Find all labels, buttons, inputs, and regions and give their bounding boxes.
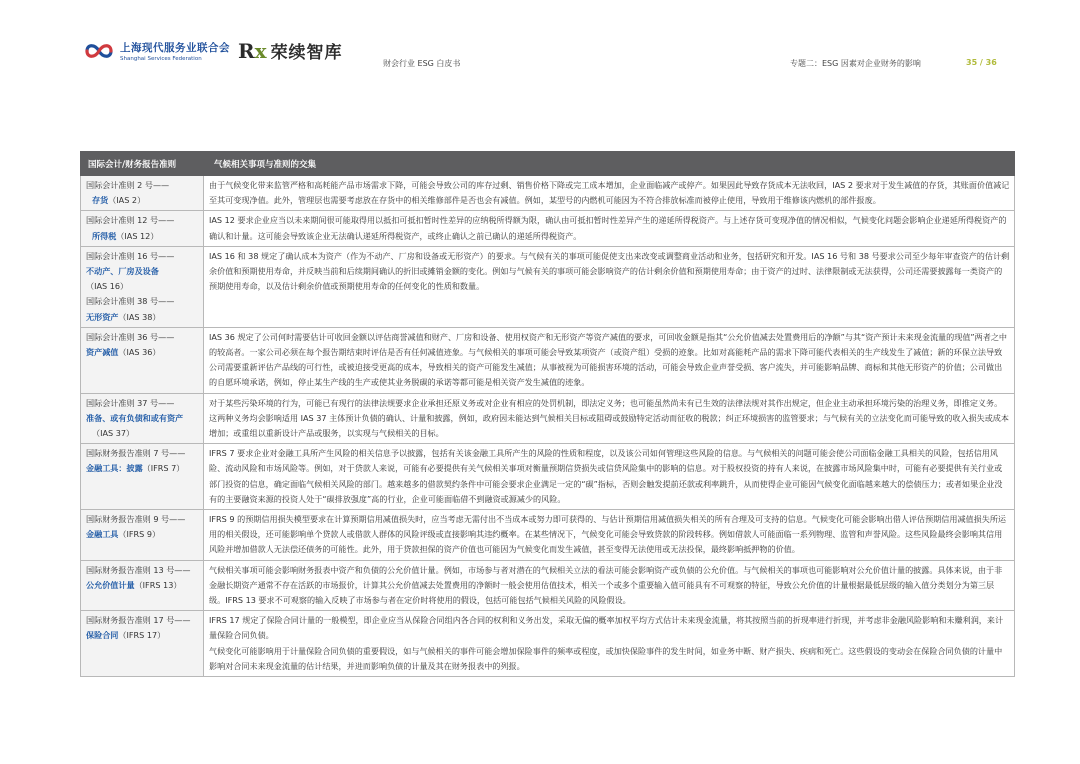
standard-line bbox=[86, 446, 199, 461]
standard-line bbox=[86, 426, 199, 441]
intersection-text: 气候变化可能影响用于计量保险合同负债的重要假设，如与气候相关的事件可能会增加保险事件的频率或程度，或加快保险事件的发生时间，如业务中断、财产损失、疾病和死亡。这些假设的变动会在保险合同负债的计量中影响对合同未来现金流量的估计结果，并进而影响负债的计量及其在财务报表中的列报。 bbox=[209, 645, 1003, 671]
standard-line bbox=[86, 193, 199, 208]
federation-name-en: Shanghai Services Federation bbox=[120, 56, 202, 62]
standard-line bbox=[86, 213, 199, 228]
standard-line bbox=[86, 345, 199, 360]
standard-keyword: 资产减值 bbox=[86, 347, 119, 358]
standard-text: （IFRS 7） bbox=[142, 463, 185, 474]
standard-cell bbox=[81, 560, 204, 611]
standard-line bbox=[86, 396, 199, 411]
standard-line bbox=[86, 613, 199, 628]
standard-keyword: 无形资产 bbox=[86, 311, 119, 322]
standard-text: 国际财务报告准则 7 号—— bbox=[86, 448, 186, 459]
standard-line bbox=[86, 461, 199, 476]
standard-keyword: 金融工具 bbox=[86, 529, 119, 540]
standard-text: 国际会计准则 16 号—— bbox=[86, 250, 175, 261]
standard-cell bbox=[81, 393, 204, 444]
intersection-cell bbox=[204, 393, 1015, 444]
standard-line bbox=[86, 249, 199, 264]
standard-text: 国际会计准则 36 号—— bbox=[86, 331, 175, 342]
table-row bbox=[81, 211, 1015, 246]
standard-keyword: 存货 bbox=[92, 195, 109, 206]
standard-text: 国际财务报告准则 17 号—— bbox=[86, 615, 191, 626]
intersection-text: IAS 36 规定了公司何时需要估计可收回金额以评估商誉减值和财产、厂房和设备、使用权资产和无形资产等资产减值的要求，可回收金额是指其“公允价值减去处置费用后的净额”与其“资产预计未来现金流量的现值”两者之中的较高者。一家公司必须在每个报告期结束时评估是否有任何减值迹象。与气候相关的事项可能会导致某项资产（或资产组）受损的迹象。比如对高能耗产品的需求下降可能代表相关的生产线发生了减值；新的环保立法导致公司需要重新评估产品线的可行性，或被迫接受更高的成本，导致相关的资产可能发生减值；从事被视为可能损害环境的活动，可能会导致企业声誉受损、客户流失，并可能影响品牌、商标和其他无形资产的价值；公司做出的自愿环境承诺，例如，停止某生产线的生产或使其业务脱碳的承诺等都可能是相关资产发生减值的迹象。 bbox=[209, 331, 1008, 388]
table-row bbox=[81, 246, 1015, 327]
standard-keyword: 金融工具：披露 bbox=[86, 463, 143, 474]
table-row bbox=[81, 510, 1015, 561]
standard-line bbox=[86, 294, 199, 309]
table-row bbox=[81, 560, 1015, 611]
standard-keyword: 公允价值计量 bbox=[86, 579, 135, 590]
intersection-cell bbox=[204, 327, 1015, 393]
standard-text: 国际会计准则 37 号—— bbox=[86, 397, 175, 408]
standard-text: 国际会计准则 38 号—— bbox=[86, 296, 175, 307]
standard-keyword: 不动产、厂房及设备 bbox=[86, 266, 159, 277]
table-row bbox=[81, 611, 1015, 677]
standard-text: 国际会计准则 2 号—— bbox=[86, 180, 170, 190]
standard-cell bbox=[81, 211, 204, 246]
standard-text: （IAS 16） bbox=[86, 281, 129, 292]
standard-line bbox=[86, 178, 199, 193]
standard-keyword: 准备、或有负债和或有资产 bbox=[86, 412, 184, 423]
intersection-cell bbox=[204, 444, 1015, 510]
intersection-text: IAS 16 和 38 规定了确认成本为资产（作为不动产、厂房和设备或无形资产）的要求。与气候有关的事项可能促使支出来改变或调整商业活动和业务，包括研究和开发。IAS 16 号和 38 号要求公司至少每年审查资产的估计剩余价值和预期使用寿命，并反映当前和后续期间确认的折旧或摊销金额的变化。例如与气候有关的事项可能会影响资产的估计剩余价值和预期使用寿命；由于资产的过时、法律限制或无法获得，公司还需要披露每一类资产的预期使用寿命，以及估计剩余价值或预期使用寿命的任何变化的性质和数量。 bbox=[209, 250, 1010, 292]
document-title: 财会行业 ESG 白皮书 bbox=[383, 59, 461, 68]
standard-text: （IFRS 17） bbox=[118, 630, 166, 641]
federation-name-cn: 上海现代服务业联合会 bbox=[120, 42, 230, 54]
intersection-cell bbox=[204, 176, 1015, 211]
standard-line bbox=[86, 628, 199, 643]
table-row bbox=[81, 393, 1015, 444]
intersection-text: 对于某些污染环境的行为，可能已有现行的法律法规要求企业承担还原义务或对企业有相应的处罚机制，即法定义务；也可能虽然尚未有已生效的法律法规对其作出规定，但企业主动承担环境污染的治理义务，即推定义务。这两种义务均会影响适用 IAS 37 主体预计负债的确认、计量和披露，例如，政府因未能达到气候相关目标或阻碍或鼓励特定活动而征收的税款；纠正环境损害的监管要求；与气候有关的立法变化而可能导致的收入损失或成本增加；或重组以重新设计产品或服务，以实现与气候相关的目标。 bbox=[209, 397, 1009, 439]
standards-table bbox=[80, 151, 1015, 677]
intersection-cell bbox=[204, 611, 1015, 677]
standard-cell bbox=[81, 176, 204, 211]
table-row bbox=[81, 444, 1015, 510]
standard-cell bbox=[81, 246, 204, 327]
intersection-text: 由于气候变化带来监管严格和高耗能产品市场需求下降，可能会导致公司的库存过剩、销售价格下降或完工成本增加，企业面临减产或停产。如果因此导致存货成本无法收回，IAS 2 要求对于发生减值的存货，其账面价值减记至其可变现净值。此外，管理层也需要考虑放在存货中的相关维修部件是否也会有减值。例如，某型号的内燃机可能因为不符合排放标准而被停止使用，导致用于维修该内燃机的部件报废。 bbox=[209, 180, 1010, 206]
standard-text: 国际财务报告准则 13 号—— bbox=[86, 564, 191, 575]
standard-line bbox=[86, 512, 199, 527]
standard-text: （IAS 12） bbox=[116, 230, 159, 241]
intersection-text: 气候相关事项可能会影响财务报表中资产和负债的公允价值计量。例如，市场参与者对潜在的气候相关立法的看法可能会影响资产或负债的公允价值。与气候相关的事项也可能影响对公允价值计量的披露。具体来说，由于非金融长期资产通常不存在活跃的市场报价，计算其公允价值减去处置费用的净额时一般会使用估值技术，相关一个或多个重要输入值可能具有不可观察的特征，导致公允价值的计量根据最低层级的输入值分类划分为第三层级。IFRS 13 要求不可观察的输入反映了市场参与者在定价时将使用的假设，包括可能包括气候相关风险的风险假设。 bbox=[209, 564, 1003, 606]
table-body bbox=[81, 176, 1015, 677]
standard-line bbox=[86, 229, 199, 244]
intersection-text: IFRS 9 的预期信用损失模型要求在计算预期信用减值损失时，应当考虑无需付出不当成本或努力即可获得的、与估计预期信用减值损失相关的所有合理及可支持的信息。气候变化可能会影响出借人评估预期信用减值损失所运用的相关假设，还可能影响单个贷款人或借款人群体的风险评级或直接影响其违约概率。在某些情况下，气候变化可能会导致贷款的阶段转移。例如借款人可能面临一系列物理、监管和声誉风险。这些风险最终会影响其信用风险并增加借款人无法偿还债务的可能性。此外，用于贷款担保的资产价值也可能因为气候变化而发生减值，甚至变得无法使用或无法投保，最终影响抵押物的价值。 bbox=[209, 514, 1007, 555]
standard-line bbox=[86, 330, 199, 345]
standard-text: （IAS 38） bbox=[118, 311, 161, 322]
page-header bbox=[0, 0, 1080, 110]
intersection-text: IFRS 17 规定了保险合同计量的一般模型，即企业应当从保险合同组内各合同的权利和义务出发，采取无偏的概率加权平均方式估计未来现金流量，将其按照当前的折现率进行折现，并考虑非金融风险影响和未赚利润，来计量保险合同负债。 bbox=[209, 615, 1004, 641]
page-number: 35 / 36 bbox=[966, 58, 997, 67]
standard-line bbox=[86, 563, 199, 578]
brand-name: 荣续智库 bbox=[270, 43, 343, 63]
table-row bbox=[81, 176, 1015, 211]
standard-cell bbox=[81, 444, 204, 510]
intersection-cell bbox=[204, 560, 1015, 611]
standard-text: （IAS 36） bbox=[118, 347, 161, 358]
standard-keyword: 所得税 bbox=[92, 230, 117, 241]
table-row bbox=[81, 327, 1015, 393]
standard-text: （IAS 2） bbox=[108, 195, 146, 206]
standard-line bbox=[86, 411, 199, 426]
standard-cell bbox=[81, 510, 204, 561]
intersection-text: IAS 12 要求企业应当以未来期间很可能取得用以抵扣可抵扣暂时性差异的应纳税所得额为限，确认由可抵扣暂时性差异产生的递延所得税资产。与上述存货可变现净值的情况相似，气候变化问题会影响企业递延所得税资产的确认和计量。这可能会导致该企业无法确认递延所得税资产，或终止确认之前已确认的递延所得税资产。 bbox=[209, 215, 1007, 241]
standard-text: 国际会计准则 12 号—— bbox=[86, 215, 175, 226]
intersection-cell bbox=[204, 246, 1015, 327]
column-header-intersection: 气候相关事项与准则的交集 bbox=[204, 152, 1015, 176]
standard-text: （IFRS 9） bbox=[118, 529, 161, 540]
standard-text: 国际财务报告准则 9 号—— bbox=[86, 514, 186, 525]
standard-text: （IFRS 13） bbox=[134, 579, 182, 590]
standard-cell bbox=[81, 327, 204, 393]
standard-text: （IAS 37） bbox=[92, 428, 135, 439]
standard-line bbox=[86, 527, 199, 542]
standard-line bbox=[86, 264, 199, 294]
brand-logo bbox=[238, 38, 343, 63]
column-header-standard: 国际会计/财务报告准则 bbox=[81, 152, 204, 176]
standard-keyword: 保险合同 bbox=[86, 630, 119, 641]
intersection-text: IFRS 7 要求企业对金融工具所产生风险的相关信息予以披露，包括有关该金融工具所产生的风险的性质和程度，以及该公司如何管理这些风险的信息。与气候相关的问题可能会使公司面临金融工具相关的风险，包括信用风险、流动风险和市场风险等。例如，对于贷款人来说，可能有必要提供有关气候相关事项对衡量预期信贷损失或信贷风险集中的影响的信息。对于股权投资的持有人来说，在披露市场风险集中时，可能有必要提供有关行业或部门投资的信息，确定面临气候相关风险的部门。越来越多的借款契约条件中可能会要求企业满足一定的“碳”指标，否则会触发提前还款或利率跳升，从而使得企业可能因气候变化面临越来越大的偿债压力；或者如果企业没有的主要融资来源的投资人处于“碳排放强度”高的行业，企业可能面临借不到融资或源减少的风险。 bbox=[209, 448, 1003, 504]
rx-mark-icon: Rx bbox=[238, 38, 267, 63]
section-title: 专题二：ESG 因素对企业财务的影响 bbox=[790, 59, 921, 68]
standard-line bbox=[86, 578, 199, 593]
intersection-cell bbox=[204, 510, 1015, 561]
standard-cell bbox=[81, 611, 204, 677]
federation-logo bbox=[84, 40, 230, 62]
federation-emblem-icon bbox=[84, 41, 114, 61]
table-header-row bbox=[81, 152, 1015, 176]
standard-line bbox=[86, 310, 199, 325]
intersection-cell bbox=[204, 211, 1015, 246]
